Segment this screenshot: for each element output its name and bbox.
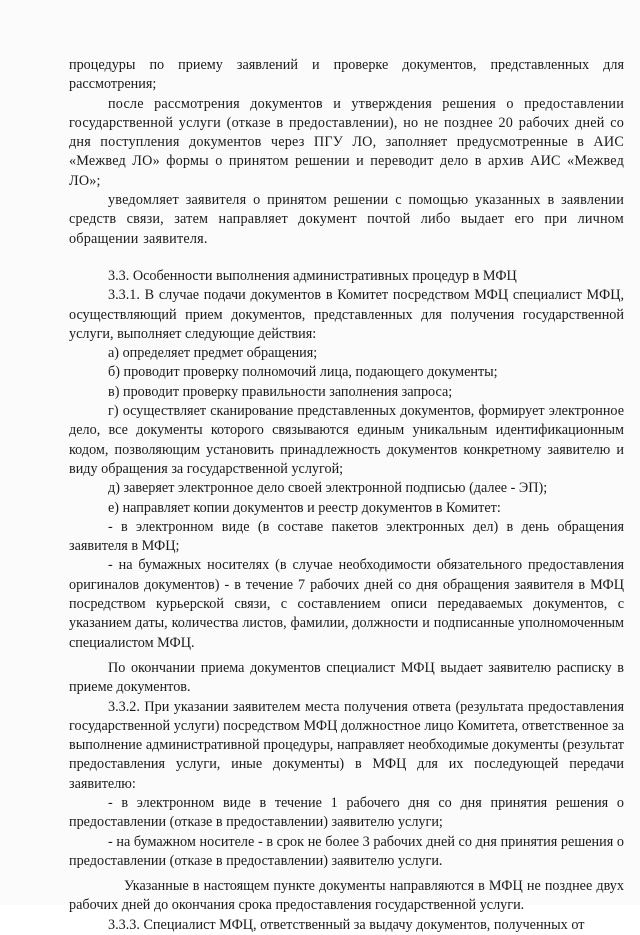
paragraph-3: уведомляет заявителя о принятом решении с помощью указанных в заявлении средств связи, затем направляет документ почтой либо выдает его при личном обращении заявителя. [69,192,624,247]
sublist-332-paper: - на бумажном носителе - в срок не более 3 рабочих дней со дня принятия решения о предоставлении (отказе в предоставлении) заявителю услуги. [69,833,624,869]
paragraph-331: 3.3.1. В случае подачи документов в Комитет посредством МФЦ специалист МФЦ, осуществляющий прием документов, представленных для получения государственной услуги, выполняет следующие действия: [69,287,624,342]
sublist-paper: - на бумажных носителях (в случае необходимости обязательного предоставления оригиналов документов) - в течение 7 рабочих дней со дня обращения заявителя в МФЦ посредством курьерской связи, с составлением описи передаваемых документов, с указанием даты, количества листов, фамилии, должности и подписанные уполномоченным специалистом МФЦ. [69,557,624,651]
list-item-v: в) проводит проверку правильности заполнения запроса; [108,383,453,400]
sublist-332-electronic: - в электронном виде в течение 1 рабочего дня со дня принятия решения о предоставлении (отказе в предоставлении) заявителю услуги; [69,794,624,831]
paragraph-333: 3.3.3. Специалист МФЦ, ответственный за выдачу документов, полученных от [108,916,585,933]
paragraph-receipt: По окончании приема документов специалист МФЦ выдает заявителю расписку в приеме документов. [69,659,624,696]
paragraph-2: после рассмотрения документов и утверждения решения о предоставлении государственной услуги (отказе в предоставлении), но не позднее 20 рабочих дней со дня поступления документов через ПГУ ЛО, заполняет предусмотренные в АИС «Межвед ЛО» формы о принятом решении и переводит дело в архив АИС «Межвед ЛО»; [69,95,624,189]
section-heading: 3.3. Особенности выполнения административных процедур в МФЦ [108,267,517,284]
paragraph-332: 3.3.2. При указании заявителем места получения ответа (результата предоставления государственной услуги) посредством МФЦ должностное лицо Комитета, ответственное за выполнение административной процедуры, направляет необходимые документы (результат предоставления услуги, иные документы) в МФЦ для их последующей передачи заявителю: [69,698,624,792]
list-item-e: е) направляет копии документов и реестр документов в Комитет: [108,499,501,516]
sublist-electronic: - в электронном виде (в составе пакетов электронных дел) в день обращения заявителя в МФЦ; [69,518,624,555]
list-item-g: г) осуществляет сканирование представленных документов, формирует электронное дело, все документы которого связываются единым уникальным идентификационным кодом, позволяющим установить принадлежность документов конкретному заявителю и виду обращения за государственной услугой; [69,403,624,477]
list-item-b: б) проводит проверку полномочий лица, подающего документы; [108,364,498,381]
list-item-d: д) заверяет электронное дело своей электронной подписью (далее - ЭП); [108,480,548,497]
list-item-a: а) определяет предмет обращения; [108,345,318,362]
paragraph-deadline: Указанные в настоящем пункте документы направляются в МФЦ не позднее двух рабочих дней до окончания срока предоставления государственной услуги. [69,878,624,914]
document-body [69,56,624,935]
paragraph-1: процедуры по приему заявлений и проверке документов, представленных для рассмотрения; [69,57,624,93]
